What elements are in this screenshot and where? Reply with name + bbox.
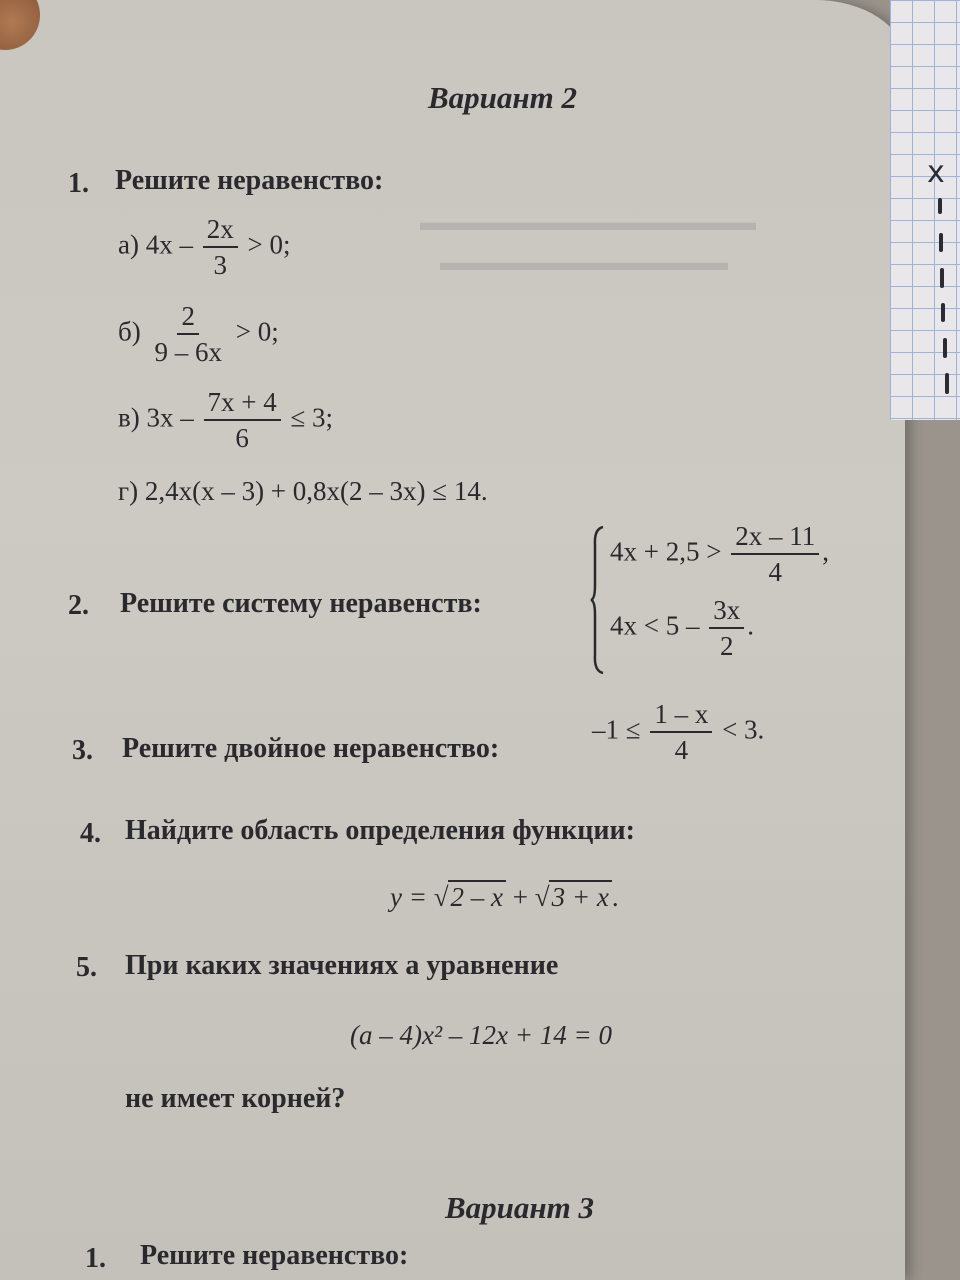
- task-1v: [118, 388, 333, 453]
- task-1a: [118, 215, 290, 280]
- expr-pre: 4x –: [145, 229, 193, 260]
- task-3-text: Решите двойное неравенство:: [122, 733, 500, 764]
- denominator: 4: [768, 557, 782, 588]
- denominator: 6: [235, 423, 249, 454]
- task-4-text: Найдите область определения функции:: [125, 815, 635, 846]
- task-1-text: Решите неравенство:: [115, 165, 384, 196]
- fraction: [650, 700, 712, 765]
- y-lhs: y =: [390, 882, 427, 912]
- expr-pre: –1 ≤: [592, 714, 641, 745]
- task-5-text: При каких значениях a уравнение: [125, 950, 559, 981]
- expr-pre: 4x + 2,5 >: [610, 536, 722, 567]
- system-brace: [590, 525, 604, 675]
- expr-pre: 4x < 5 –: [610, 610, 700, 641]
- show-through-text: ▬▬▬▬▬▬▬▬▬▬▬▬▬▬: [420, 210, 756, 236]
- numerator: 2: [177, 302, 199, 335]
- task-2-number: 2.: [68, 590, 89, 621]
- radicand: 3 + x: [549, 880, 612, 913]
- task-5-equation: (a – 4)x² – 12x + 14 = 0: [350, 1020, 612, 1050]
- system-line-1: [610, 522, 829, 587]
- period: .: [611, 882, 619, 912]
- fraction: [709, 596, 744, 661]
- task-4-number: 4.: [80, 818, 101, 849]
- expr-post: ,: [822, 536, 829, 567]
- variant-3-task-1-text: Решите неравенство:: [140, 1240, 409, 1271]
- task-4-function: [390, 880, 619, 913]
- numerator: 1 – x: [650, 700, 712, 733]
- task-1g: [118, 476, 488, 507]
- variant-2-title: Вариант 2: [428, 80, 577, 115]
- task-1-number: 1.: [68, 168, 89, 199]
- pencil-tick-marks: [925, 160, 955, 430]
- item-label: б): [118, 316, 141, 347]
- fraction: [203, 215, 238, 280]
- radical-sign: √: [433, 882, 449, 912]
- denominator: 4: [674, 735, 689, 766]
- fraction: [731, 522, 819, 587]
- finger: [0, 0, 40, 50]
- expr-post: .: [747, 610, 754, 641]
- variant-3-task-1-number: 1.: [85, 1243, 106, 1274]
- numerator: 3x: [709, 596, 744, 629]
- task-1b: [118, 302, 279, 367]
- numerator: 7x + 4: [204, 388, 281, 421]
- denominator: 9 – 6x: [154, 337, 222, 368]
- fraction: [204, 388, 281, 453]
- numerator: 2x: [203, 215, 238, 248]
- expr-post: > 0;: [247, 229, 291, 260]
- sqrt-1: [434, 880, 506, 913]
- task-3-number: 3.: [72, 735, 93, 766]
- show-through-text: ▬▬▬▬▬▬▬▬▬▬▬▬: [440, 250, 728, 276]
- expr-post: < 3.: [722, 714, 765, 745]
- expr-post: > 0;: [235, 316, 279, 347]
- denominator: 3: [213, 250, 227, 281]
- variant-3-title: Вариант 3: [445, 1190, 594, 1225]
- task-3-expression: [592, 700, 764, 765]
- item-label: г): [118, 476, 139, 506]
- sqrt-2: [535, 880, 612, 913]
- numerator: 2x – 11: [731, 522, 819, 555]
- denominator: 2: [719, 631, 734, 662]
- radicand: 2 – x: [448, 880, 506, 913]
- system-line-2: [610, 596, 754, 661]
- task-5-number: 5.: [76, 952, 97, 983]
- margin-note: x: [927, 155, 945, 190]
- expression: 2,4x(x – 3) + 0,8x(2 – 3x) ≤ 14.: [144, 476, 488, 506]
- task-2-text: Решите систему неравенств:: [120, 588, 482, 619]
- expr-post: ≤ 3;: [290, 402, 334, 433]
- expr-pre: 3x –: [146, 402, 194, 433]
- task-5-tail: не имеет корней?: [125, 1083, 346, 1114]
- item-label: а): [118, 229, 139, 260]
- fraction: [150, 302, 226, 367]
- plus-sign: +: [512, 882, 529, 912]
- item-label: в): [118, 402, 140, 433]
- radical-sign: √: [534, 882, 550, 912]
